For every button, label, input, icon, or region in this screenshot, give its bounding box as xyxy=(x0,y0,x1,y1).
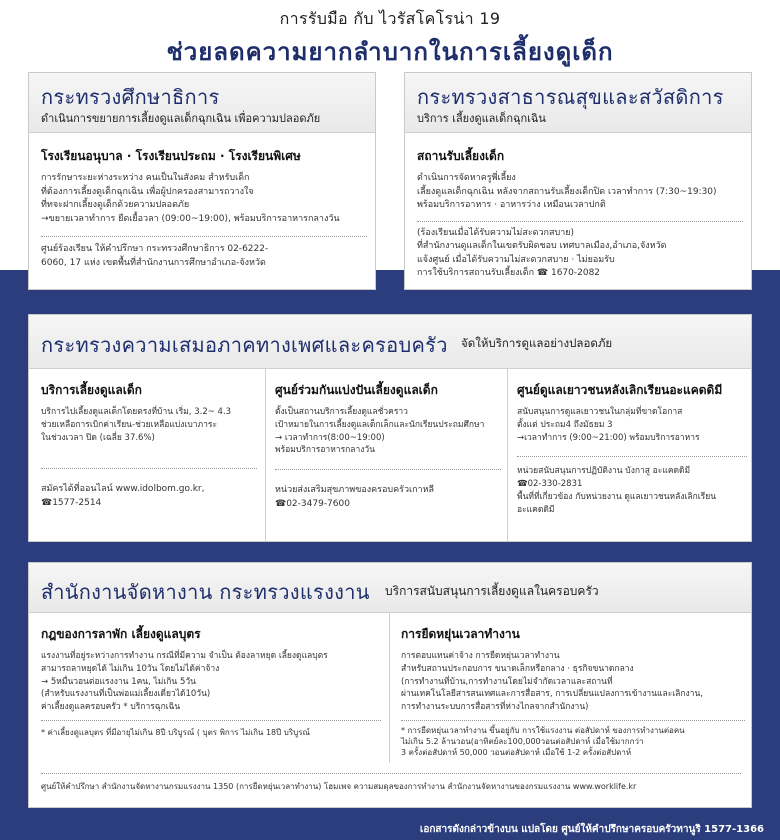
text-line: เป้าหมายในการเลี้ยงดูแลเด็กเล็กและนักเรียนประถมศึกษา xyxy=(275,419,485,430)
education-section xyxy=(28,72,376,290)
card-title: ศูนย์ร่วมกันแบ่งปันเลี้ยงดูแลเด็ก xyxy=(275,383,438,397)
column-divider xyxy=(389,613,390,763)
column-divider xyxy=(265,369,266,541)
divider xyxy=(41,468,257,469)
text-line: ช่วยเหลือการเบิกค่าเรียน-ช่วยเหลือแบ่งเบาภาระ xyxy=(41,419,218,430)
card-title: ศูนย์ดูแลเยาวชนหลังเลิกเรียนอะแคดดิมี xyxy=(517,383,723,397)
health-note xyxy=(417,227,743,281)
text-line: อะแคดดิมี xyxy=(517,504,555,515)
labor-section xyxy=(28,562,752,808)
education-contact xyxy=(41,243,367,270)
text-line: (ร้องเรียนเมื่อได้รับความไม่สะดวกสบาย) xyxy=(417,227,575,238)
text-line: แจ้งศูนย์ เมื่อได้รับความไม่สะดวกสบาย · ไม่ยอมรับ xyxy=(417,254,615,265)
text-line: สนับสนุนการดูแลเยาวชนในกลุ่มที่ขาดโอกาส xyxy=(517,407,683,417)
divider xyxy=(275,469,501,470)
gender-header xyxy=(29,315,751,369)
divider xyxy=(417,221,743,222)
card-title: กฎของการลาพัก เลี้ยงดูแลบุตร xyxy=(41,627,201,641)
phone-line: ☎02-330-2831 xyxy=(517,479,583,489)
divider xyxy=(401,720,745,721)
text-line: (การทำงานที่บ้าน,การทำงานโดยไม่จำกัดเวลาและสถานที่ xyxy=(401,676,613,687)
gender-card-childcare xyxy=(41,381,257,510)
text-line: หน่วยส่งเสริมสุขภาพของครอบครัวเกาหลี xyxy=(275,485,435,495)
labor-title: สำนักงานจัดหางาน กระทรวงแรงงาน xyxy=(41,580,370,604)
health-card-title: สถานรับเลี้ยงเด็ก xyxy=(417,149,505,163)
health-card xyxy=(417,147,743,281)
gender-section xyxy=(28,314,752,542)
phone-line: ☎02-3479-7600 xyxy=(275,498,350,509)
divider xyxy=(41,773,741,774)
text-line: ค่าเลี้ยงดูแลครอบครัว * บริการฉุกเฉิน xyxy=(41,702,181,712)
text-line: แรงงานที่อยู่ระหว่างการทำงาน กรณีที่มีความ จำเป็น ต้องลาหยุด เลี้ยงดูแลบุตร xyxy=(41,651,328,661)
text-line: สมัครได้ที่ออนไลน์ www.idolbom.go.kr, xyxy=(41,484,205,495)
text-line: 3 ครั้งต่อสัปดาห์ 50,000 วอนต่อสัปดาห์ เมื่อใช้ 1-2 ครั้งต่อสัปดาห์ xyxy=(401,748,632,758)
text-line: ตั้งเป็นสถานบริการเลี้ยงดูแลชั่วคราว xyxy=(275,407,408,417)
text-line: พร้อมบริการอาหาร · อาหารว่าง เหมือนเวลาปกติ xyxy=(417,200,606,210)
card-title: การยืดหยุ่นเวลาทำงาน xyxy=(401,627,520,641)
page-subtitle: การรับมือ กับ ไวรัสโคโรน่า 19 xyxy=(279,9,501,28)
health-header xyxy=(405,73,751,133)
education-title: กระทรวงศึกษาธิการ xyxy=(41,85,220,109)
text-line: การทำงานระบบการสื่อสารที่ห่างไกลจากสำนักงาน) xyxy=(401,702,589,712)
card-note xyxy=(401,725,745,759)
health-card-text xyxy=(417,172,743,213)
text-line: เลี้ยงดูแลเด็กฉุกเฉิน หลังจากสถานรับเลี้ยงเด็กปิด เวลาทำการ (7:30~19:30) xyxy=(417,186,717,197)
education-card-text xyxy=(41,172,367,226)
text-line: ศูนย์ร้องเรียน ให้คำปรึกษา กระทรวงศึกษาธิการ 02-6222- xyxy=(41,244,269,254)
text-line: →เวลาทำการ (9:00~21:00) พร้อมบริการอาหาร xyxy=(517,432,700,443)
text-line: ที่ทจะฝากเลี้ยงดูเด็กด้วยความปลอดภัย xyxy=(41,200,190,210)
text-line: ที่สำนักงานดูแลเด็กในเขตรับผิดชอบ เทศบาลเมือง,อำเภอ,จังหวัด xyxy=(417,241,667,251)
card-contact xyxy=(517,465,747,516)
divider xyxy=(517,456,747,457)
text-line: หน่วยสนับสนุนการปฏิบัติงาน บังกาสู อะแคดดิมี xyxy=(517,466,691,477)
page-title: ช่วยลดความยากลำบากในการเลี้ยงดูเด็ก xyxy=(166,38,614,66)
text-line: (สำหรับแรงงานที่เป็นพ่อแม่เลี้ยงเดี่ยวได้10วัน) xyxy=(41,689,211,700)
health-section xyxy=(404,72,752,290)
gender-card-youth-academy xyxy=(517,381,747,516)
text-line: → 5หมื่นวอนต่อแรงงาน 1คน, ไม่เกิน 5วัน xyxy=(41,676,196,687)
text-line: พื้นที่ที่เกี่ยวข้อง กับหน่วยงาน ดูแลเยาวชนหลังเลิกเรียน xyxy=(517,491,717,502)
text-line: ตั้งแต่ ประถม4 ถึงมัธยม 3 xyxy=(517,419,613,430)
text-line: การตอบแทนค่าจ้าง การยืดหยุ่นเวลาทำงาน xyxy=(401,651,560,661)
text-line: * การยืดหยุ่นเวลาทำงาน ขึ้นอยู่กับ การใช้แรงงาน ต่อสัปดาห์ ของการทำงานต่อคน xyxy=(401,725,685,735)
text-line: → เวลาทำการ(8:00~19:00) xyxy=(275,432,385,443)
text-line: ไม่เกิน 5.2 ล้านวอน(อาทิตย์ละ100,000วอนต่อสัปดาห์ เมื่อใช้มากกว่า xyxy=(401,736,644,746)
card-text xyxy=(401,650,745,714)
text-line: ผ่านเทคโนโลยีสารสนเทศและการสื่อสาร, การเปลี่ยนแปลงการเข้างานและเลิกงาน, xyxy=(401,689,703,700)
text-line: ในช่วงเวลา ปิด (เฉลี่ย 37.6%) xyxy=(41,432,155,443)
text-line: สำหรับสถานประกอบการ ขนาดเล็กหรือกลาง · ธุรกิจขนาดกลาง xyxy=(401,663,634,674)
text-line: การใช้บริการสถานรับเลี้ยงเด็ก ☎ 1670-2082 xyxy=(417,268,601,278)
text-line: บริการไปเลี้ยงดูแลเด็กโดยตรงที่บ้าน เริ่ม, 3.2~ 4.3 xyxy=(41,407,232,417)
card-text xyxy=(41,650,381,714)
text-line: ที่ต้องการเลี้ยงดูเด็กฉุกเฉิน เพื่อผู้ปกครองสามารถวางใจ xyxy=(41,186,254,197)
footer-credit: เอกสารดังกล่าวข้างบน แปลโดย ศูนย์ให้คำปรึกษาครอบครัวทานูริ 1577-1366 xyxy=(419,824,764,835)
phone-line: ☎1577-2514 xyxy=(41,497,102,508)
gender-card-shared-center xyxy=(275,381,501,511)
text-line: →ขยายเวลาทำการ ยืดเยื้อวลา (09:00~19:00), พร้อมบริการอาหารกลางวัน xyxy=(41,213,340,224)
text-line: การรักษาระยะห่างระหว่าง คนเป็นในสังคม สำหรับเด็ก xyxy=(41,173,250,183)
divider xyxy=(41,236,367,237)
text-line: พร้อมบริการอาหารกลางวัน xyxy=(275,445,376,456)
card-text xyxy=(275,406,501,457)
card-text xyxy=(517,406,747,444)
text-line: 6060, 17 แห่ง เขตพื้นที่สำนักงานการศึกษาอำเภอ-จังหวัด xyxy=(41,257,266,268)
column-divider xyxy=(507,369,508,541)
card-title: บริการเลี้ยงดูแลเด็ก xyxy=(41,383,142,397)
labor-header xyxy=(29,563,751,613)
text-line: สามารถลาหยุดได้ ไม่เกิน 10วัน โดยไม่ได้ค่าจ้าง xyxy=(41,663,220,674)
education-subtitle: ดำเนินการขยายการเลี้ยงดูแลเด็กฉุกเฉิน เพื่อความปลอดภัย xyxy=(41,112,321,125)
education-card xyxy=(41,147,367,270)
text-line: ดำเนินการจัดหาครูพี่เลี้ยง xyxy=(417,173,516,183)
gender-subtitle: จัดให้บริการดูแลอย่างปลอดภัย xyxy=(461,336,613,350)
education-card-title: โรงเรียนอนุบาล · โรงเรียนประถม · โรงเรียนพิเศษ xyxy=(41,149,301,163)
health-subtitle: บริการ เลี้ยงดูแลเด็กฉุกเฉิน xyxy=(417,112,546,125)
gender-title: กระทรวงความเสมอภาคทางเพศและครอบครัว xyxy=(41,333,448,357)
labor-footer-note: ศูนย์ให้คำปรึกษา สำนักงานจัดหางานกรมแรงงาน 1350 (การยืดหยุ่นเวลาทำงาน) โฮมเพจ ความสมดุลของการทำงาน สำนักงานจัดหางานของกรมแรงงาน www.worklife.kr xyxy=(41,782,637,791)
card-contact xyxy=(41,483,257,510)
card-note: * ค่าเลี้ยงดูแลบุตร ที่มีอายุไม่เกิน 8ปี บริบูรณ์ ( บุตร พิการ ไม่เกิน 18ปี บริบูรณ์ xyxy=(41,727,310,737)
page-header xyxy=(0,0,780,64)
labor-card-leave xyxy=(41,625,381,739)
labor-card-flexible-time xyxy=(401,625,745,758)
card-text xyxy=(41,406,257,444)
health-title: กระทรวงสาธารณสุขและสวัสดิการ xyxy=(417,85,724,109)
page-footer xyxy=(0,815,780,840)
education-header xyxy=(29,73,375,133)
divider xyxy=(41,720,381,721)
labor-subtitle: บริการสนับสนุนการเลี้ยงดูแลในครอบครัว xyxy=(385,584,599,598)
card-contact xyxy=(275,484,501,511)
